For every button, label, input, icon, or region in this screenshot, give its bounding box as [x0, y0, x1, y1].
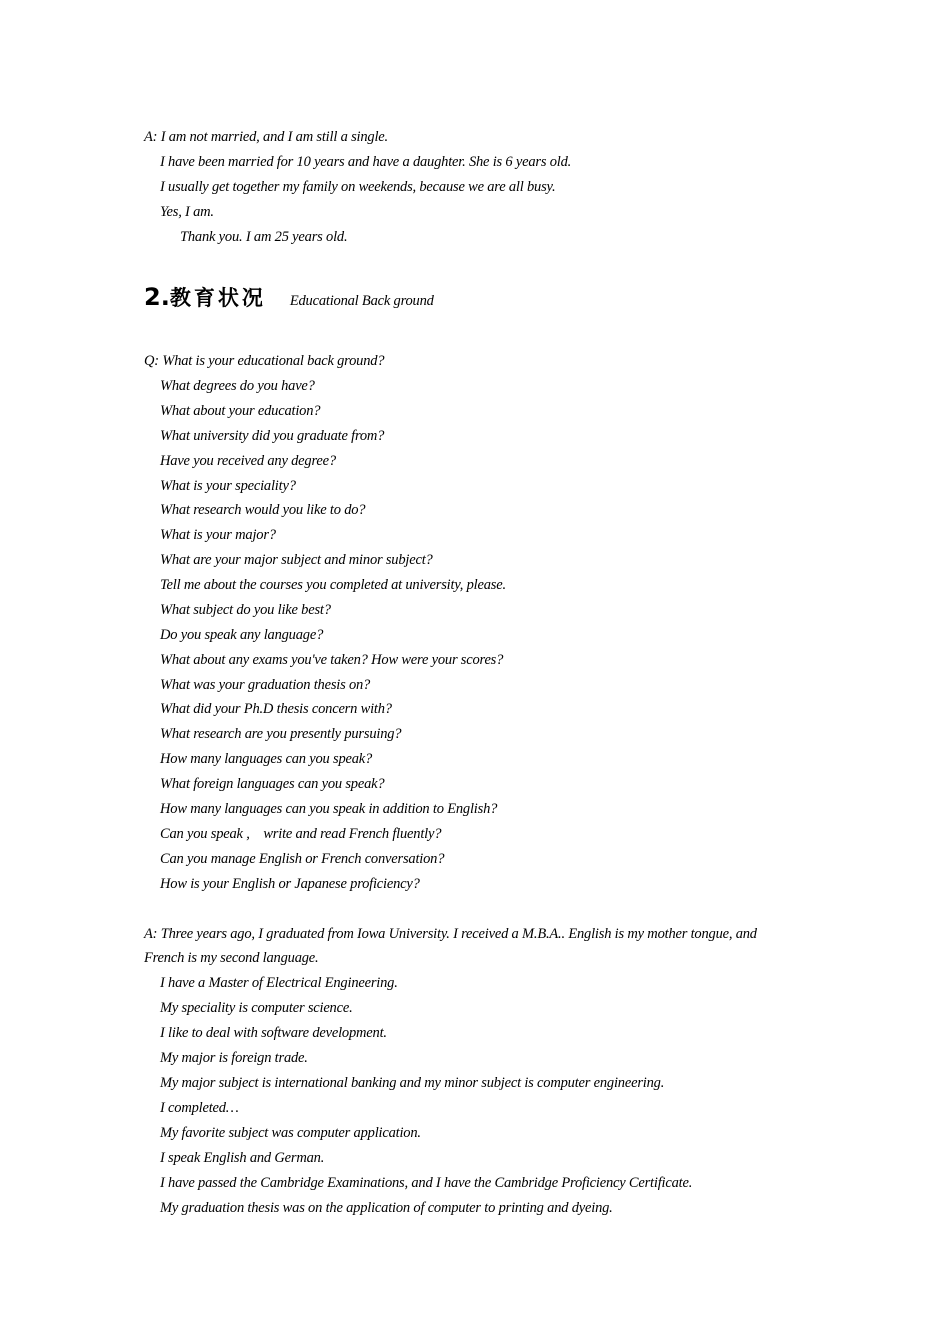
answer-line: A: Three years ago, I graduated from Iowa University. I received a M.B.A.. English is my mother tongue, and	[144, 926, 757, 942]
answer-line: I have passed the Cambridge Examinations, and I have the Cambridge Proficiency Certificate.	[160, 1175, 693, 1191]
question-line: What is your major?	[160, 527, 276, 543]
answer-line: I completed…	[160, 1100, 239, 1116]
answer-line: French is my second language.	[144, 950, 319, 966]
question-line: What about any exams you've taken? How were your scores?	[160, 652, 504, 668]
question-line: What are your major subject and minor subject?	[160, 552, 433, 568]
question-line: What is your speciality?	[160, 478, 296, 494]
question-line: Q: What is your educational back ground?	[144, 353, 385, 369]
section-heading	[144, 282, 434, 313]
answer-line: Thank you. I am 25 years old.	[180, 229, 348, 245]
answer-line: My favorite subject was computer application.	[160, 1125, 421, 1141]
section-number: 2.	[144, 283, 170, 311]
question-line: How many languages can you speak in addition to English?	[160, 801, 498, 817]
question-line: Can you speak , write and read French fluently?	[160, 826, 442, 842]
answer-line: A: I am not married, and I am still a single.	[144, 129, 388, 145]
question-line: Have you received any degree?	[160, 453, 336, 469]
question-line: What research would you like to do?	[160, 502, 366, 518]
answer-line: Yes, I am.	[160, 204, 214, 220]
answer-line: I speak English and German.	[160, 1150, 325, 1166]
answer-line: I have been married for 10 years and have a daughter. She is 6 years old.	[160, 154, 572, 170]
question-line: Do you speak any language?	[160, 627, 324, 643]
question-line: Can you manage English or French conversation?	[160, 851, 445, 867]
question-line: What foreign languages can you speak?	[160, 776, 385, 792]
answer-line: My major subject is international banking and my minor subject is computer engineering.	[160, 1075, 665, 1091]
question-line: What about your education?	[160, 403, 321, 419]
section-title-english: Educational Back ground	[289, 293, 434, 309]
question-line: What degrees do you have?	[160, 378, 315, 394]
answer-line: I usually get together my family on weekends, because we are all busy.	[160, 179, 556, 195]
question-line: How is your English or Japanese proficiency?	[160, 876, 420, 892]
question-line: What was your graduation thesis on?	[160, 677, 371, 693]
question-line: How many languages can you speak?	[160, 751, 373, 767]
question-line: What did your Ph.D thesis concern with?	[160, 701, 392, 717]
question-line: What research are you presently pursuing?	[160, 726, 402, 742]
question-line: What subject do you like best?	[160, 602, 331, 618]
question-line: Tell me about the courses you completed at university, please.	[160, 577, 506, 593]
question-line: What university did you graduate from?	[160, 428, 385, 444]
section-title-chinese: 教育状况	[169, 285, 266, 310]
answer-line: I have a Master of Electrical Engineering.	[160, 975, 398, 991]
answer-line: My major is foreign trade.	[160, 1050, 308, 1066]
answer-line: I like to deal with software development.	[160, 1025, 387, 1041]
answer-line: My graduation thesis was on the application of computer to printing and dyeing.	[160, 1200, 613, 1216]
answer-line: My speciality is computer science.	[160, 1000, 353, 1016]
